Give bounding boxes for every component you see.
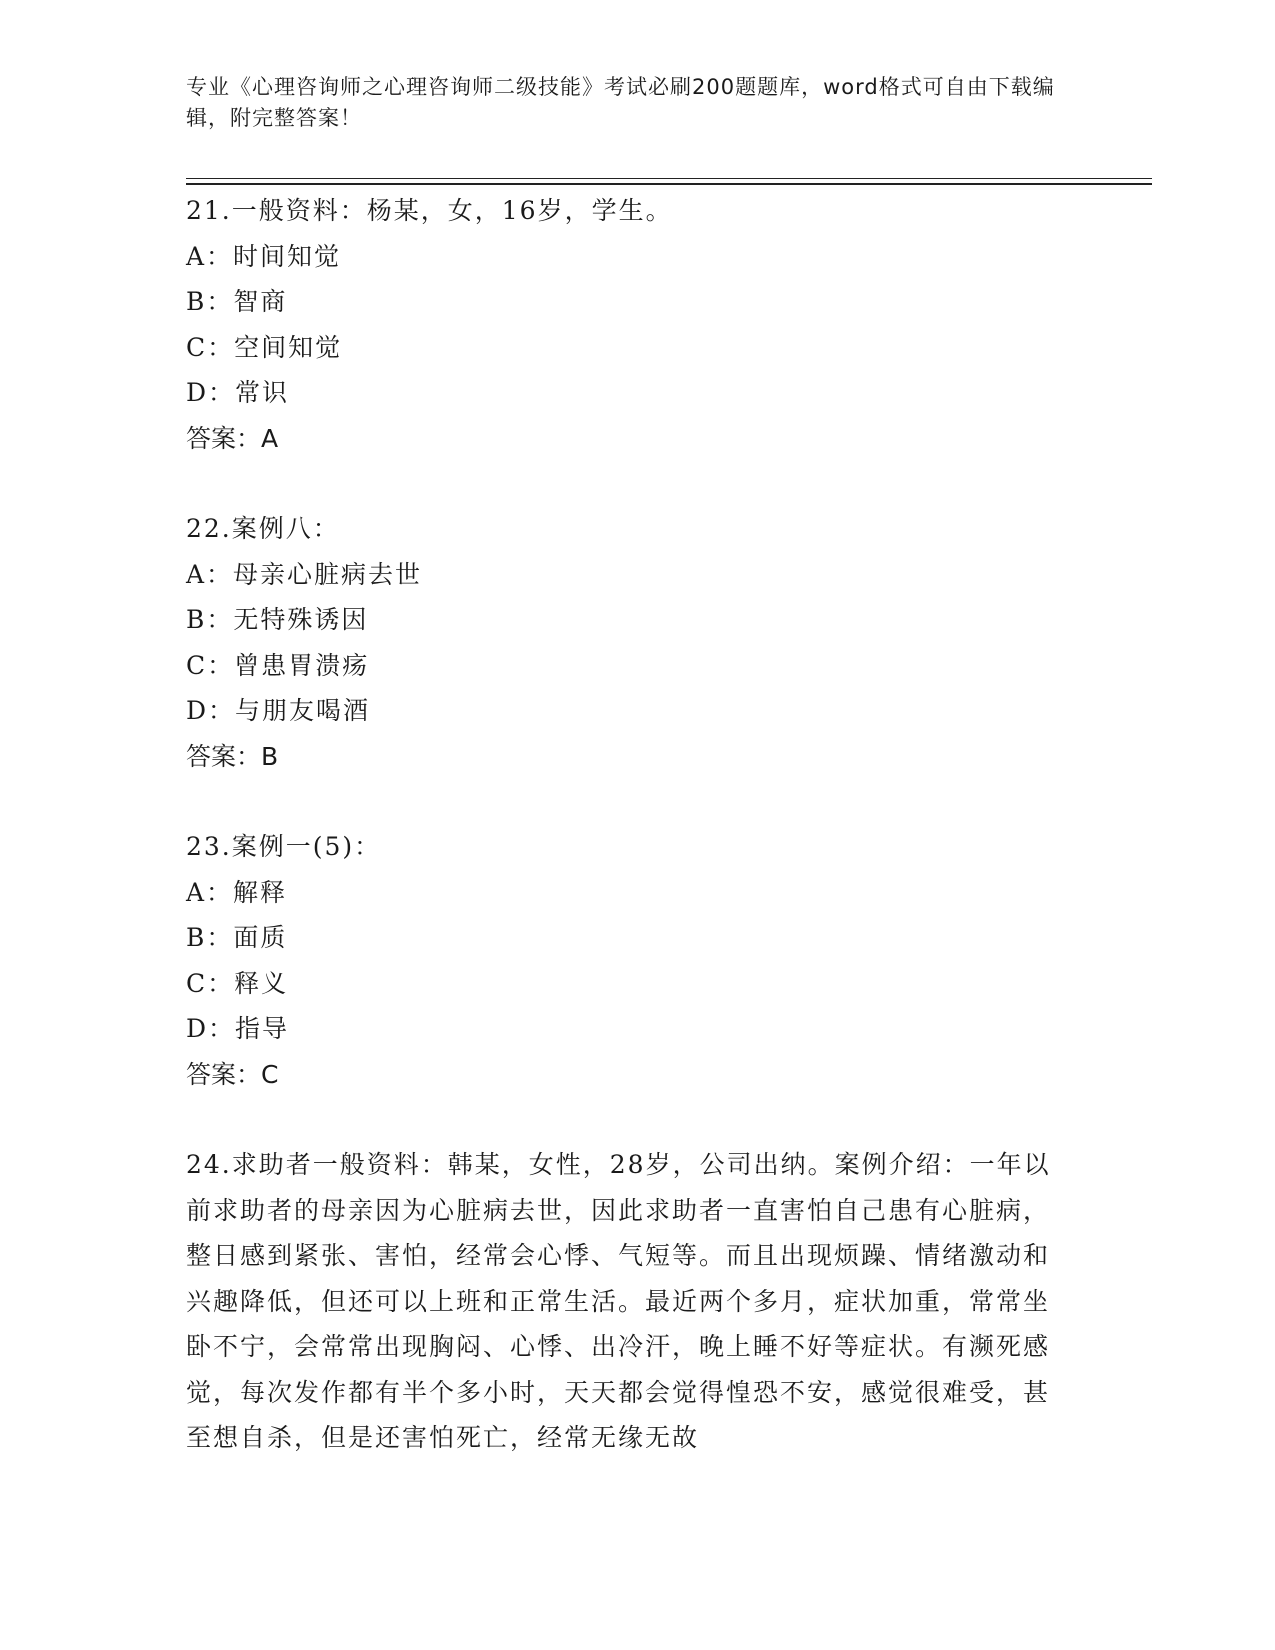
option-c: C：释义 <box>186 968 289 998</box>
option-c: C：空间知觉 <box>186 332 343 362</box>
question-23 <box>186 824 1086 1097</box>
option-d: D：与朋友喝酒 <box>186 696 371 725</box>
option-b: B：智商 <box>186 287 288 316</box>
header-text: 专业《心理咨询师之心理咨询师二级技能》考试必刷200题题库，word格式可自由下载编辑，附完整答案！ <box>186 75 1055 130</box>
question-24-paragraph: 24.求助者一般资料：韩某，女性，28岁，公司出纳。案例介绍：一年以前求助者的母亲因为心脏病去世，因此求助者一直害怕自己患有心脏病，整日感到紧张、害怕，经常会心悸、气短等。而且出现烦躁、情绪激动和兴趣降低，但还可以上班和正常生活。最近两个多月，症状加重，常常坐卧不宁，会常常出现胸闷、心悸、出冷汗，晚上睡不好等症状。有濒死感觉，每次发作都有半个多小时，天天都会觉得惶恐不安，感觉很难受，甚至想自杀，但是还害怕死亡，经常无缘无故 <box>186 1150 1051 1452</box>
option-d: D：常识 <box>186 378 290 407</box>
option-b: B：面质 <box>186 923 288 952</box>
option-d: D：指导 <box>186 1014 290 1043</box>
question-21 <box>186 188 1086 461</box>
question-stem: 22.案例八： <box>186 514 340 543</box>
spacer <box>186 779 1086 824</box>
question-stem: 23.案例一(5)： <box>186 832 382 861</box>
option-c: C：曾患胃溃疡 <box>186 650 370 680</box>
answer-line: 答案：B <box>186 741 279 771</box>
option-a: A：时间知觉 <box>186 241 342 271</box>
option-b: B：无特殊诱因 <box>186 605 369 634</box>
document-header <box>186 72 1066 134</box>
option-a: A：解释 <box>186 877 288 907</box>
header-rule-thick <box>186 183 1152 185</box>
answer-line: 答案：A <box>186 423 279 453</box>
answer-line: 答案：C <box>186 1059 279 1089</box>
spacer <box>186 461 1086 506</box>
option-a: A：母亲心脏病去世 <box>186 559 423 589</box>
question-stem: 21.一般资料：杨某，女，16岁，学生。 <box>186 196 673 225</box>
question-22 <box>186 506 1086 779</box>
header-rule-thin <box>186 178 1152 179</box>
question-list <box>186 188 1086 1461</box>
spacer <box>186 1097 1086 1142</box>
